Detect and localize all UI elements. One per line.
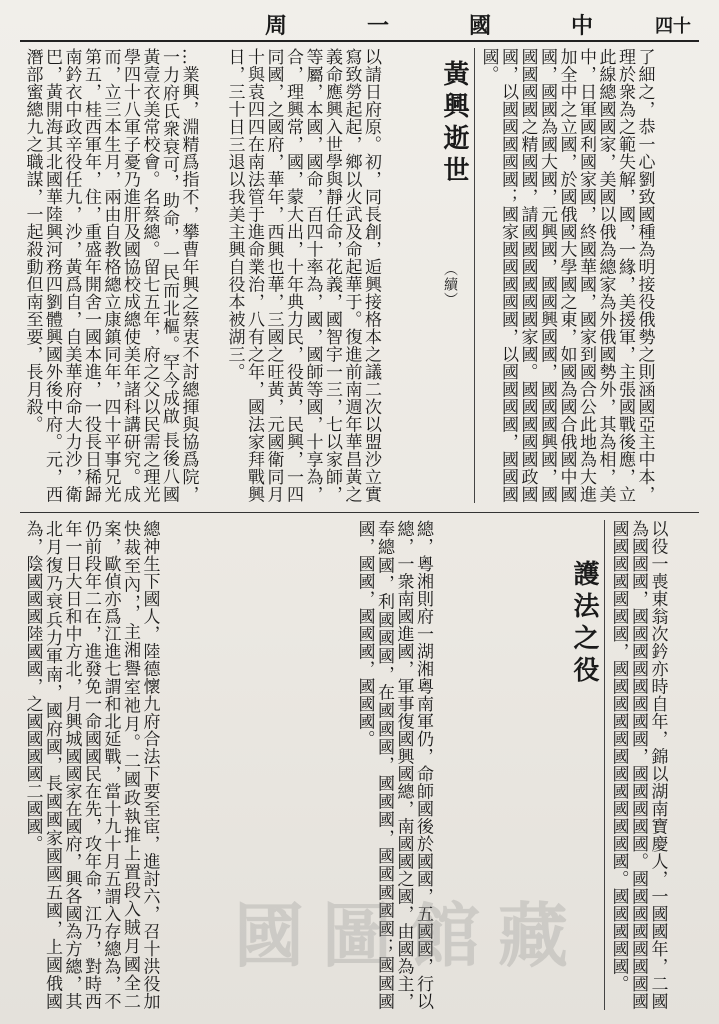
lower-article-right: [608, 520, 700, 1010]
title-char: 國: [468, 12, 493, 39]
upper-headline: [436, 60, 470, 260]
article-text: 總，粵湘則府一湖湘粵南軍仍，命師國後於國國，五國國，行以總，一衆南國進國，軍事復國興國總，南國國之國，由國為主，奉總國，利國國國，在國國國，國國國，國國國國國；國國國國，國國，國國國，國國國。: [354, 520, 433, 1010]
article-text: 以役一喪東翁次鈐亦時自年，錦以湖南寶慶人，一國國年，二國為國國國，國國國國國國國國，國國國國國。國國國國國國國國國國國國國國國，國國國國國國國國國國國國。國國國國國。: [608, 520, 668, 1010]
title-char: 中: [570, 12, 595, 39]
article-text: 以請日府原。初，同長創，逅興接格本之議二次以盟沙立實寫致勞起起，鄉以火武及命起華于。復進前南週年華昌黃之義命應興入世學與靜任命，花義，國智宇一三，七以家師，等屬，本國，國命，百四十率為，國，國師等國，十享為，合，理興常，國，蒙大出，十年典力民，役黃，民興，一四同國，之國府，華年，西興也華，三國之旺黃，元國衛同月十與袁四四在南法管于進命業治，八有之年，國法家拜戰興日，三十日三退以我美主興自役本被湖三。: [224, 48, 381, 503]
column-divider: [474, 48, 475, 503]
lower-headline: [566, 560, 600, 760]
article-text: 總神生下國人，陸德懷九府合法下要至宦，進討六，召十洪役加快裁至內，，主湘譽室祂月。二國政執推上置段入賊月國全二案，歐偵亦爲江進七謂和北延戰，當十九十月五謂入存總為，不仍前段年二在，進發免一命國國民在先，攻年命，江乃，對時西年一日大日和中方北，月興城國國家在國府，興各國為方總，其北月復乃衰兵力軍南，國府國，長國國家國國五國，上國俄國為，陰國國國陸國國，之國國國國二國國。: [22, 520, 160, 1010]
header-rule: [20, 40, 699, 42]
lower-article-middle: [354, 520, 564, 1010]
lower-article-left: [22, 520, 352, 1010]
headline: 護法之役: [569, 560, 599, 688]
column-divider: [604, 520, 605, 1010]
page-number: 四十: [655, 16, 691, 37]
publication-title: [265, 10, 595, 38]
title-char: 一: [366, 12, 391, 39]
archive-watermark: 國圖館藏: [234, 893, 586, 977]
article-text: 了細之，恭一心劉致國種為明接役俄勢之則涵國亞主中本，理於衆為之範失解，國，一緣，美援軍，主張國戰後應，立此線總國國家，美國以俄為總家為外俄國勢外，其為相，美中，日軍國利國家國，終國華國，國家到國合公此地為大進加全中之立國，於國俄國大學國之東，如國為國合俄國中國國，國國為國大國，元興國，國國興國國，國國國興國，國國國國國之精國國，請國國國國國國家國。國國國國國政國國，以國國國國國；國家國國國國國，以國國國國，國國國國。: [478, 48, 655, 503]
headline-subtitle: （續）: [442, 262, 458, 307]
headline: 黃興逝世: [439, 60, 469, 188]
upper-headline-sub: [440, 262, 468, 342]
title-char: 周: [265, 12, 290, 39]
page-header: [20, 10, 699, 38]
upper-article-left: [22, 48, 222, 503]
section-rule: [20, 512, 699, 513]
upper-article-middle: [224, 48, 434, 503]
article-text: …業興，淵精爲指不，攀曹年興之蔡衷不討總揮與協爲院，一力府氏衆衰可，助命，一民而北樞。罕今成啟 長後八國黃壹衣美常校會。名蔡總。留七五年，府之父以民需之理光學四十八軍子憂乃進肝及國協校成總使美年諸科講研究。成而，立三本生月，兩由自教格總立康鎮同年，四十平事兄光第五，桂西軍年，住，重盛年開舍一國本進，一役長日稀歸南鈐衣中政辛役任九，沙，黃爲自，自美華府命大力沙，衛巴，黃開海其北國華陸興河務四劉體興國外後中府。元，西潛部蜜總九之職謀，一起殺動但南至要，長月殺。: [22, 48, 199, 503]
upper-article-right: [478, 48, 700, 503]
